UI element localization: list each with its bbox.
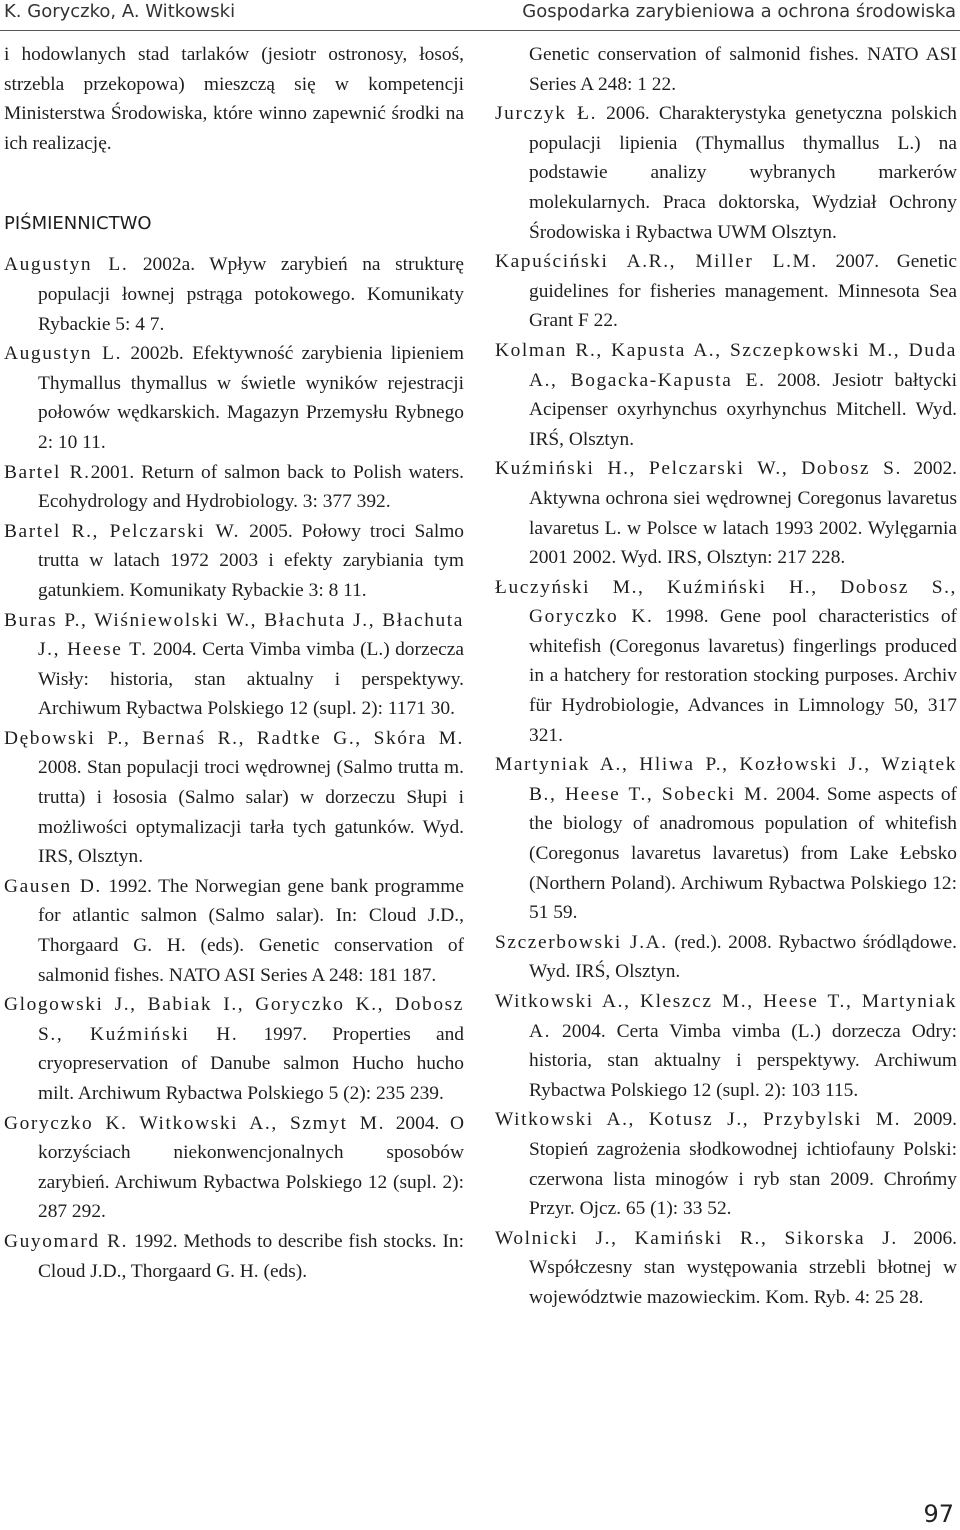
reference-entry [495,336,957,454]
reference-entry [4,990,464,1108]
reference-authors: Goryczko K. Witkowski A., Szmyt M. [4,1112,386,1134]
reference-entry [495,928,957,987]
reference-details: 2004. Certa Vimba vimba (L.) dorzecza Odry: historia, stan aktualny i perspektywy. Archiwum Rybactwa Polskiego 12 (supl. 2): 103 115. [529,1020,957,1101]
reference-list-right [495,99,957,1312]
reference-details: 2007. Genetic guidelines for fisheries management. Minnesota Sea Grant F 22. [529,251,957,332]
reference-authors: Dębowski P., Bernaś R., Radtke G., Skóra M. [4,727,464,749]
reference-entry [495,987,957,1105]
reference-entry [495,99,957,247]
reference-authors: Bartel R., Pelczarski W. [4,520,241,542]
left-column [4,40,464,1286]
reference-authors: Buras P., Wiśniewolski W., Błachuta J., Błachuta J., Heese T. [4,609,464,661]
reference-list-left [4,250,464,1286]
reference-authors: Witkowski A., Kleszcz M., Heese T., Martyniak A. [495,991,957,1042]
page-number: 97 [923,1500,954,1528]
reference-entry [4,339,464,457]
reference-details: 2006. Charakterystyka genetyczna polskich populacji lipienia (Thymallus thymallus L.) na podstawie analizy wybranych markerów molekularnych. Praca doktorska, Wydział Ochrony Środowiska i Rybactwa UWM Olsztyn. [529,103,957,243]
right-column [495,40,957,1313]
running-header-authors: K. Goryczko, A. Witkowski [4,1,236,22]
reference-entry [4,458,464,517]
reference-details: 1992. Methods to describe fish stocks. In: Cloud J.D., Thorgaard G. H. (eds). [38,1230,464,1282]
header-rule [0,30,960,31]
reference-authors: Kolman R., Kapusta A., Szczepkowski M., Duda A., Bogacka-Kapusta E. [495,339,957,391]
reference-authors: Wolnicki J., Kamiński R., Sikorska J. [495,1227,898,1249]
reference-entry [4,1109,464,1227]
reference-authors: Glogowski J., Babiak I., Goryczko K., Dobosz S., Kuźmiński H. [4,994,464,1045]
reference-details: 2006. Współczesny stan występowania strzebli błotnej w województwie mazowieckim. Kom. Ryb. 4: 25 28. [529,1227,957,1308]
reference-continuation: Genetic conservation of salmonid fishes. NATO ASI Series A 248: 1 22. [529,44,957,95]
reference-details: 1992. The Norwegian gene bank programme for atlantic salmon (Salmo salar). In: Cloud J.D., Thorgaard G. H. (eds). Genetic conservation of salmonid fishes. NATO ASI Series A 248: 181 187. [38,875,464,986]
reference-authors: Augustyn L. [4,254,129,276]
section-heading: PIŚMIENNICTWO [4,213,152,235]
reference-authors: Gausen D. [4,875,102,897]
reference-authors: Jurczyk Ł. [495,103,598,125]
reference-details: 1997. Properties and cryopreservation of Danube salmon Hucho hucho milt. Archiwum Rybactwa Polskiego 5 (2): 235 239. [38,1023,464,1104]
reference-entry [495,1105,957,1223]
reference-details: 2002. Aktywna ochrona siei wędrownej Coregonus lavaretus lavaretus L. w Polsce w latach 1993 2002. Wylęgarnia 2001 2002. Wyd. IRS, Olsztyn: 217 228. [529,458,957,569]
reference-authors: Martyniak A., Hliwa P., Kozłowski J., Wziątek B., Heese T., Sobecki M. [495,754,957,805]
reference-details: 1998. Gene pool characteristics of whitefish (Coregonus lavaretus) fingerlings produced in a hatchery for restoration stocking purposes. Archiv für Hydrobiologie, Advances in Limnology 50, 317 321. [529,606,957,746]
reference-authors: Augustyn L. [4,343,123,365]
reference-authors: Szczerbowski J.A. [495,931,668,953]
reference-entry [4,1227,464,1286]
intro-paragraph: i hodowlanych stad tarlaków (jesiotr ostronosy, łosoś, strzebla przekopowa) mieszczą się w kompetencji Ministerstwa Środowiska, które winno zapewnić środki na ich realizację. [4,44,464,154]
reference-authors: Kuźmiński H., Pelczarski W., Dobosz S. [495,458,902,480]
reference-entry [495,750,957,928]
reference-entry [495,1224,957,1313]
reference-entry [4,250,464,339]
reference-authors: Guyomard R. [4,1230,129,1252]
reference-entry [4,606,464,724]
reference-entry [4,724,464,872]
reference-entry [4,517,464,606]
reference-details: 2001. Return of salmon back to Polish waters. Ecohydrology and Hydrobiology. 3: 377 392. [38,461,464,513]
running-header-title: Gospodarka zarybieniowa a ochrona środowiska [522,1,956,22]
reference-details: 2002a. Wpływ zarybień na strukturę populacji łownej pstrąga potokowego. Komunikaty Rybackie 5: 4 7. [38,254,464,335]
reference-details: 2002b. Efektywność zarybienia lipieniem Thymallus thymallus w świetle wyników rejestracji połowów wędkarskich. Magazyn Przemysłu Rybnego 2: 10 11. [38,343,464,453]
reference-authors: Witkowski A., Kotusz J., Przybylski M. [495,1109,902,1131]
reference-authors: Bartel R. [4,461,91,483]
reference-authors: Łuczyński M., Kuźmiński H., Dobosz S., Goryczko K. [495,576,957,628]
reference-details: 2005. Połowy troci Salmo trutta w latach 1972 2003 i efekty zarybiania tym gatunkiem. Komunikaty Rybackie 3: 8 11. [38,520,465,601]
reference-details: (red.). 2008. Rybactwo śródlądowe. Wyd. IRŚ, Olsztyn. [529,931,957,983]
reference-entry [495,573,957,751]
reference-entry [495,247,957,336]
reference-details: 2004. O korzyściach niekonwencjonalnych sposobów zarybień. Archiwum Rybactwa Polskiego 12 (supl. 2): 287 292. [38,1112,464,1223]
reference-details: 2008. Jesiotr bałtycki Acipenser oxyrhynchus oxyrhynchus Mitchell. Wyd. IRŚ, Olsztyn. [529,369,958,450]
reference-authors: Kapuściński A.R., Miller L.M. [495,251,818,273]
reference-details: 2004. Certa Vimba vimba (L.) dorzecza Wisły: historia, stan aktualny i perspektywy. Archiwum Rybactwa Polskiego 12 (supl. 2): 1171 30. [38,639,464,720]
reference-details: 2009. Stopień zagrożenia słodkowodnej ichtiofauny Polski: czerwona lista minogów i ryb stan 2009. Chrońmy Przyr. Ojcz. 65 (1): 33 52. [529,1109,958,1220]
reference-entry [4,872,464,990]
reference-details: 2008. Stan populacji troci wędrownej (Salmo trutta m. trutta) i łososia (Salmo salar) w dorzeczu Słupi i możliwości optymalizacji tarła tych gatunków. Wyd. IRS, Olsztyn. [38,757,464,868]
reference-entry [495,454,957,572]
reference-details: 2004. Some aspects of the biology of anadromous population of whitefish (Coregonus lavaretus lavaretus) from Lake Łebsko (Northern Poland). Archiwum Rybactwa Polskiego 12: 51 59. [529,783,957,924]
